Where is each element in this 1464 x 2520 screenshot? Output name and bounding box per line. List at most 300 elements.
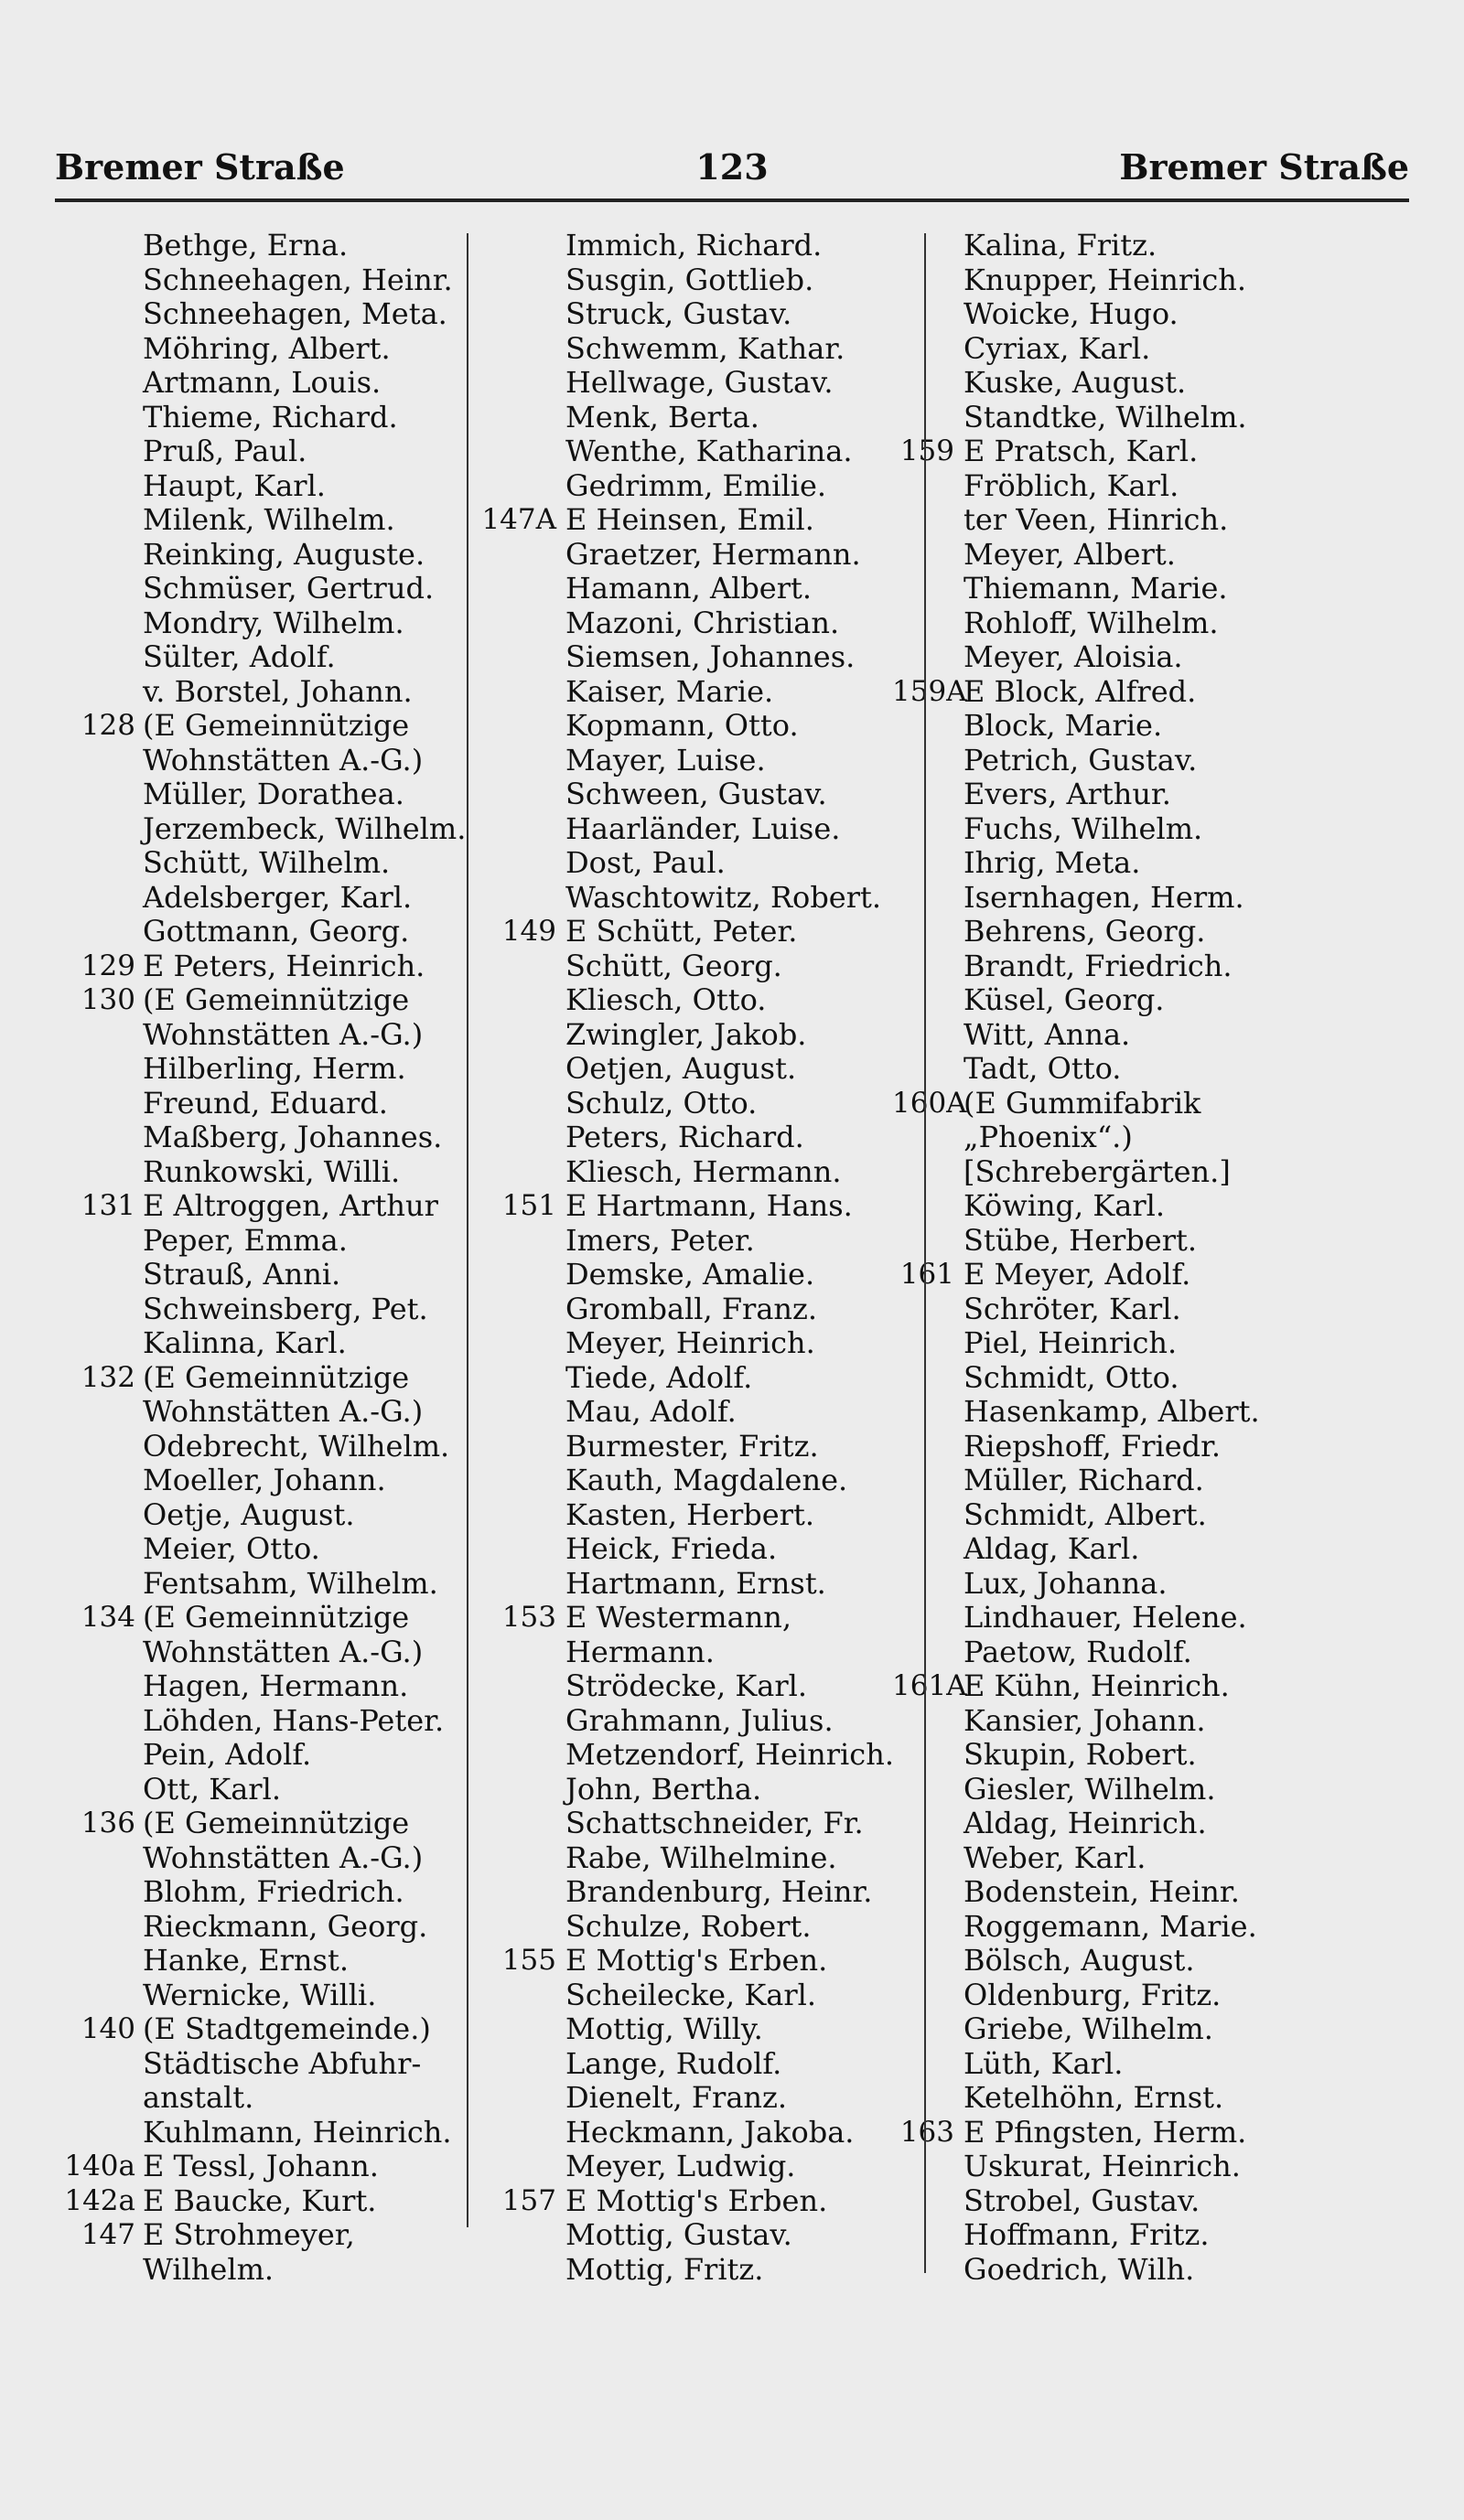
resident-name: Hamann, Albert. bbox=[565, 571, 813, 606]
resident-name: Jerzembeck, Wilhelm. bbox=[143, 810, 467, 846]
house-number: 147 bbox=[81, 2218, 135, 2251]
resident-name: Susgin, Gottlieb. bbox=[565, 262, 814, 297]
resident-name: Schulz, Otto. bbox=[565, 1085, 758, 1121]
resident-name: Behrens, Georg. bbox=[963, 914, 1206, 949]
resident-name: Runkowski, Willi. bbox=[143, 1153, 401, 1189]
directory-entry bbox=[474, 1807, 913, 1841]
directory-entry bbox=[474, 297, 913, 332]
resident-name: anstalt. bbox=[143, 2080, 254, 2115]
directory-entry bbox=[474, 1669, 913, 1704]
resident-name: Schulze, Robert. bbox=[565, 1908, 812, 1944]
directory-entry bbox=[474, 2081, 913, 2116]
resident-name: Ketelhöhn, Ernst. bbox=[963, 2080, 1224, 2115]
directory-entry bbox=[892, 1875, 1331, 1910]
resident-name: Kauth, Magdalene. bbox=[565, 1463, 848, 1497]
house-number: 159A bbox=[892, 674, 967, 708]
resident-name: Skupin, Robert. bbox=[963, 1737, 1197, 1772]
directory-entry bbox=[55, 1121, 485, 1155]
resident-name: Kuhlmann, Heinrich. bbox=[143, 2114, 452, 2150]
directory-entry bbox=[892, 949, 1331, 984]
directory-entry bbox=[55, 1738, 485, 1773]
resident-name: E Tessl, Johann. bbox=[143, 2149, 379, 2183]
directory-entry bbox=[892, 263, 1331, 298]
directory-entry bbox=[474, 2253, 913, 2288]
directory-entry bbox=[474, 263, 913, 298]
directory-entry bbox=[892, 1189, 1331, 1224]
resident-name: Strödecke, Karl. bbox=[565, 1668, 808, 1703]
directory-entry bbox=[55, 1189, 485, 1224]
resident-name: Maßberg, Johannes. bbox=[143, 1120, 443, 1154]
resident-name: (E Stadtgemeinde.) bbox=[143, 2011, 431, 2046]
directory-entry bbox=[474, 1773, 913, 1807]
directory-entry bbox=[474, 1841, 913, 1876]
directory-entry bbox=[55, 1669, 485, 1704]
resident-name: Isernhagen, Herm. bbox=[963, 879, 1244, 915]
house-number: 140a bbox=[64, 2150, 135, 2182]
directory-entry bbox=[474, 1326, 913, 1361]
house-number: 140 bbox=[81, 2012, 135, 2045]
header-rule bbox=[55, 198, 1409, 202]
resident-name: Kalinna, Karl. bbox=[143, 1325, 347, 1360]
resident-name: E Baucke, Kurt. bbox=[143, 2182, 377, 2218]
directory-entry bbox=[892, 1773, 1331, 1807]
directory-entry bbox=[892, 1258, 1331, 1292]
resident-name: Thiemann, Marie. bbox=[963, 571, 1228, 606]
directory-entry bbox=[55, 1704, 485, 1739]
resident-name: Adelsberger, Karl. bbox=[143, 879, 413, 915]
house-number: 151 bbox=[501, 1189, 556, 1222]
directory-entry bbox=[55, 1430, 485, 1464]
resident-name: Fentsahm, Wilhelm. bbox=[143, 1565, 438, 1601]
directory-entry bbox=[55, 2150, 485, 2184]
house-number: 153 bbox=[501, 1601, 556, 1634]
directory-entry bbox=[892, 1292, 1331, 1327]
directory-entry bbox=[55, 1155, 485, 1190]
directory-entry bbox=[55, 949, 485, 984]
resident-name: Tiede, Adolf. bbox=[565, 1359, 753, 1395]
directory-entry bbox=[55, 469, 485, 504]
resident-name: Gottmann, Georg. bbox=[143, 914, 410, 949]
directory-entry bbox=[55, 846, 485, 881]
directory-entry bbox=[55, 1875, 485, 1910]
resident-name: E Mottig's Erben. bbox=[565, 2182, 828, 2218]
resident-name: v. Borstel, Johann. bbox=[143, 673, 413, 709]
directory-entry bbox=[474, 606, 913, 641]
resident-name: Wernicke, Willi. bbox=[143, 1977, 377, 2012]
directory-entry bbox=[474, 983, 913, 1018]
resident-name: Schween, Gustav. bbox=[565, 777, 827, 811]
directory-entry bbox=[892, 2047, 1331, 2082]
resident-name: Struck, Gustav. bbox=[565, 296, 792, 331]
column-1 bbox=[55, 229, 485, 2287]
directory-entry bbox=[892, 846, 1331, 881]
resident-name: Wohnstätten A.-G.) bbox=[143, 1839, 424, 1875]
resident-name: Evers, Arthur. bbox=[963, 777, 1171, 811]
house-number: 136 bbox=[81, 1807, 135, 1839]
resident-name: E Westermann, bbox=[565, 1600, 792, 1635]
directory-entry bbox=[474, 538, 913, 573]
resident-name: Weber, Karl. bbox=[963, 1839, 1146, 1875]
resident-name: Scheilecke, Karl. bbox=[565, 1977, 817, 2012]
directory-entry bbox=[892, 812, 1331, 847]
directory-entry bbox=[474, 2218, 913, 2253]
directory-entry bbox=[55, 2116, 485, 2150]
resident-name: Dienelt, Franz. bbox=[565, 2080, 788, 2115]
resident-name: E Strohmeyer, bbox=[143, 2217, 355, 2252]
resident-name: Hermann. bbox=[565, 1634, 715, 1669]
resident-name: Oetjen, August. bbox=[565, 1051, 797, 1086]
resident-name: [Schrebergärten.] bbox=[963, 1153, 1231, 1189]
house-number: 147A bbox=[481, 503, 556, 536]
directory-entry bbox=[892, 401, 1331, 435]
resident-name: Burmester, Fritz. bbox=[565, 1428, 819, 1464]
directory-entry bbox=[55, 366, 485, 401]
directory-entry bbox=[474, 949, 913, 984]
directory-entry bbox=[55, 263, 485, 298]
directory-entry bbox=[474, 777, 913, 812]
directory-entry bbox=[892, 538, 1331, 573]
directory-entry bbox=[892, 1395, 1331, 1430]
directory-entry bbox=[55, 744, 485, 778]
directory-entry bbox=[474, 366, 913, 401]
house-number: 155 bbox=[501, 1944, 556, 1977]
directory-entry bbox=[474, 1258, 913, 1292]
directory-entry bbox=[55, 1978, 485, 2013]
resident-name: Mau, Adolf. bbox=[565, 1394, 737, 1429]
resident-name: E Altroggen, Arthur bbox=[143, 1188, 438, 1223]
resident-name: Köwing, Karl. bbox=[963, 1188, 1166, 1223]
column-divider-2 bbox=[924, 233, 926, 2273]
directory-entry bbox=[55, 1361, 485, 1396]
directory-entry bbox=[55, 1224, 485, 1259]
resident-name: Mottig, Fritz. bbox=[565, 2251, 764, 2287]
resident-name: Wohnstätten A.-G.) bbox=[143, 742, 424, 777]
directory-entry bbox=[474, 1738, 913, 1773]
resident-name: Wenthe, Katharina. bbox=[565, 434, 853, 468]
resident-name: Siemsen, Johannes. bbox=[565, 639, 856, 674]
directory-entry bbox=[55, 1498, 485, 1533]
directory-entry bbox=[474, 2116, 913, 2150]
directory-entry bbox=[55, 332, 485, 367]
house-number: 149 bbox=[501, 915, 556, 948]
directory-entry bbox=[474, 2047, 913, 2082]
directory-entry bbox=[474, 1292, 913, 1327]
resident-name: (E Gemeinnützige bbox=[143, 1359, 410, 1395]
resident-name: E Meyer, Adolf. bbox=[963, 1257, 1191, 1292]
resident-name: Cyriax, Karl. bbox=[963, 330, 1151, 366]
resident-name: E Mottig's Erben. bbox=[565, 1943, 828, 1978]
resident-name: Hellwage, Gustav. bbox=[565, 365, 834, 400]
directory-entry bbox=[474, 1910, 913, 1945]
resident-name: (E Gemeinnützige bbox=[143, 1806, 410, 1840]
directory-entry bbox=[55, 1395, 485, 1430]
directory-entry bbox=[55, 1601, 485, 1635]
directory-entry bbox=[474, 675, 913, 710]
directory-entry bbox=[892, 675, 1331, 710]
directory-entry bbox=[892, 1841, 1331, 1876]
header-street-left: Bremer Straße bbox=[55, 146, 345, 188]
resident-name: Aldag, Karl. bbox=[963, 1531, 1140, 1566]
house-number: 159 bbox=[899, 434, 954, 467]
house-number: 128 bbox=[81, 709, 135, 742]
header-street-right: Bremer Straße bbox=[1119, 146, 1409, 188]
page-number: 123 bbox=[695, 146, 769, 188]
directory-entry bbox=[474, 2150, 913, 2184]
directory-entry bbox=[55, 1258, 485, 1292]
resident-name: Kliesch, Otto. bbox=[565, 982, 767, 1017]
house-number: 157 bbox=[501, 2183, 556, 2217]
directory-entry bbox=[474, 332, 913, 367]
directory-entry bbox=[474, 2012, 913, 2047]
house-number: 134 bbox=[81, 1601, 135, 1634]
resident-name: Bodenstein, Heinr. bbox=[963, 1874, 1240, 1909]
resident-name: Graetzer, Hermann. bbox=[565, 536, 861, 572]
directory-entry bbox=[474, 1704, 913, 1739]
resident-name: Kasten, Herbert. bbox=[565, 1496, 815, 1532]
directory-entry bbox=[55, 812, 485, 847]
directory-entry bbox=[474, 1121, 913, 1155]
directory-entry bbox=[474, 2184, 913, 2219]
resident-name: Waschtowitz, Robert. bbox=[565, 879, 882, 915]
directory-entry bbox=[474, 1601, 913, 1635]
directory-entry bbox=[474, 1087, 913, 1121]
directory-entry bbox=[892, 1978, 1331, 2013]
resident-name: Kansier, Johann. bbox=[963, 1702, 1206, 1738]
directory-entry bbox=[474, 1155, 913, 1190]
resident-name: Block, Marie. bbox=[963, 708, 1163, 743]
resident-name: Schütt, Wilhelm. bbox=[143, 845, 391, 880]
resident-name: Schneehagen, Meta. bbox=[143, 296, 447, 331]
resident-name: Metzendorf, Heinrich. bbox=[565, 1737, 894, 1772]
resident-name: Hartmann, Ernst. bbox=[565, 1565, 826, 1601]
resident-name: Möhring, Albert. bbox=[143, 330, 391, 366]
directory-entry bbox=[892, 2150, 1331, 2184]
resident-name: Kaiser, Marie. bbox=[565, 673, 774, 709]
resident-name: Hoffmann, Fritz. bbox=[963, 2217, 1210, 2252]
directory-entry bbox=[474, 744, 913, 778]
directory-entry bbox=[892, 1224, 1331, 1259]
resident-name: Strobel, Gustav. bbox=[963, 2182, 1200, 2218]
resident-name: Mazoni, Christian. bbox=[565, 605, 840, 640]
directory-entry bbox=[892, 2184, 1331, 2219]
directory-entry bbox=[474, 709, 913, 744]
directory-entry bbox=[892, 1121, 1331, 1155]
resident-name: Hagen, Hermann. bbox=[143, 1668, 409, 1703]
directory-entry bbox=[892, 503, 1331, 538]
resident-name: Grahmann, Julius. bbox=[565, 1702, 834, 1738]
directory-entry bbox=[474, 1361, 913, 1396]
directory-entry bbox=[892, 983, 1331, 1018]
directory-entry bbox=[474, 1635, 913, 1670]
directory-entry bbox=[474, 640, 913, 675]
house-number: 160A bbox=[892, 1086, 967, 1120]
directory-entry bbox=[892, 777, 1331, 812]
resident-name: Witt, Anna. bbox=[963, 1016, 1131, 1052]
directory-entry bbox=[474, 1532, 913, 1567]
directory-entry bbox=[474, 1018, 913, 1053]
resident-name: Mottig, Willy. bbox=[565, 2011, 763, 2046]
resident-name: Küsel, Georg. bbox=[963, 982, 1165, 1017]
resident-name: Wohnstätten A.-G.) bbox=[143, 1016, 424, 1052]
resident-name: Roggemann, Marie. bbox=[963, 1908, 1257, 1944]
resident-name: E Heinsen, Emil. bbox=[565, 502, 814, 537]
house-number: 129 bbox=[81, 949, 135, 982]
resident-name: Oetje, August. bbox=[143, 1496, 355, 1532]
resident-name: E Hartmann, Hans. bbox=[565, 1188, 853, 1223]
resident-name: Thieme, Richard. bbox=[143, 399, 398, 434]
resident-name: Standtke, Wilhelm. bbox=[963, 399, 1247, 434]
resident-name: E Block, Alfred. bbox=[963, 673, 1197, 709]
directory-entry bbox=[892, 709, 1331, 744]
directory-entry bbox=[474, 469, 913, 504]
page-header bbox=[55, 146, 1409, 201]
directory-entry bbox=[55, 1910, 485, 1945]
resident-name: E Kühn, Heinrich. bbox=[963, 1668, 1230, 1703]
resident-name: Fuchs, Wilhelm. bbox=[963, 810, 1203, 846]
resident-name: Oldenburg, Fritz. bbox=[963, 1977, 1222, 2012]
resident-name: Schwemm, Kathar. bbox=[565, 330, 845, 366]
resident-name: Rieckmann, Georg. bbox=[143, 1908, 428, 1944]
directory-entry bbox=[892, 1669, 1331, 1704]
resident-name: Petrich, Gustav. bbox=[963, 742, 1198, 777]
resident-name: Brandenburg, Heinr. bbox=[565, 1874, 873, 1909]
directory-entry bbox=[892, 1052, 1331, 1087]
resident-name: Meyer, Heinrich. bbox=[565, 1325, 815, 1360]
resident-name: Mondry, Wilhelm. bbox=[143, 605, 404, 640]
directory-entry bbox=[892, 606, 1331, 641]
directory-entry bbox=[55, 1464, 485, 1498]
directory-entry bbox=[55, 881, 485, 916]
resident-name: Kliesch, Hermann. bbox=[565, 1153, 842, 1189]
directory-entry bbox=[55, 229, 485, 263]
directory-entry bbox=[892, 1567, 1331, 1602]
directory-entry bbox=[55, 709, 485, 744]
directory-entry bbox=[474, 572, 913, 606]
resident-name: Kopmann, Otto. bbox=[565, 708, 799, 743]
directory-entry bbox=[892, 915, 1331, 949]
resident-name: Lange, Rudolf. bbox=[565, 2045, 782, 2081]
resident-name: Goedrich, Wilh. bbox=[963, 2251, 1195, 2287]
resident-name: Pein, Adolf. bbox=[143, 1737, 312, 1772]
resident-name: Pruß, Paul. bbox=[143, 434, 307, 468]
directory-entry bbox=[55, 401, 485, 435]
directory-entry bbox=[474, 503, 913, 538]
resident-name: ter Veen, Hinrich. bbox=[963, 502, 1229, 537]
directory-entry bbox=[892, 1532, 1331, 1567]
directory-entry bbox=[55, 2047, 485, 2082]
resident-name: Fröblich, Karl. bbox=[963, 467, 1179, 503]
resident-name: (E Gemeinnützige bbox=[143, 1600, 410, 1635]
directory-entry bbox=[474, 1978, 913, 2013]
resident-name: Schütt, Georg. bbox=[565, 948, 782, 983]
house-number: 161 bbox=[899, 1258, 954, 1291]
directory-entry bbox=[55, 2012, 485, 2047]
directory-entry bbox=[892, 1464, 1331, 1498]
directory-entry bbox=[892, 1326, 1331, 1361]
directory-entry bbox=[55, 297, 485, 332]
resident-name: E Peters, Heinrich. bbox=[143, 948, 425, 983]
resident-name: Haarländer, Luise. bbox=[565, 810, 841, 846]
directory-entry bbox=[892, 1807, 1331, 1841]
resident-name: Meyer, Ludwig. bbox=[565, 2149, 796, 2183]
resident-name: Imers, Peter. bbox=[565, 1222, 755, 1258]
resident-name: Tadt, Otto. bbox=[963, 1051, 1122, 1086]
directory-entry bbox=[55, 538, 485, 573]
resident-name: Schneehagen, Heinr. bbox=[143, 262, 453, 297]
resident-name: Milenk, Wilhelm. bbox=[143, 502, 395, 537]
resident-name: Wilhelm. bbox=[143, 2251, 274, 2287]
resident-name: Kuske, August. bbox=[963, 365, 1187, 400]
directory-entry bbox=[55, 1326, 485, 1361]
directory-entry bbox=[55, 2184, 485, 2219]
resident-name: Schweinsberg, Pet. bbox=[143, 1291, 428, 1326]
directory-entry bbox=[55, 1052, 485, 1087]
house-number: 130 bbox=[81, 983, 135, 1016]
resident-name: Wohnstätten A.-G.) bbox=[143, 1394, 424, 1429]
house-number: 132 bbox=[81, 1360, 135, 1394]
resident-name: Heick, Frieda. bbox=[565, 1531, 778, 1566]
directory-entry bbox=[474, 434, 913, 469]
directory-entry bbox=[892, 1361, 1331, 1396]
resident-name: Brandt, Friedrich. bbox=[963, 948, 1233, 983]
resident-name: Städtische Abfuhr- bbox=[143, 2045, 422, 2081]
resident-name: Woicke, Hugo. bbox=[963, 296, 1179, 331]
directory-entry bbox=[892, 2218, 1331, 2253]
directory-entry bbox=[474, 1189, 913, 1224]
directory-entry bbox=[892, 744, 1331, 778]
resident-name: Hanke, Ernst. bbox=[143, 1943, 349, 1978]
directory-entry bbox=[474, 1430, 913, 1464]
resident-name: Knupper, Heinrich. bbox=[963, 262, 1247, 297]
directory-entry bbox=[474, 915, 913, 949]
directory-entry bbox=[892, 469, 1331, 504]
resident-name: Schmüser, Gertrud. bbox=[143, 571, 435, 606]
directory-entry bbox=[892, 229, 1331, 263]
directory-entry bbox=[55, 675, 485, 710]
directory-entry bbox=[474, 1875, 913, 1910]
directory-entry bbox=[55, 1532, 485, 1567]
house-number: 163 bbox=[899, 2115, 954, 2149]
directory-entry bbox=[474, 1498, 913, 1533]
directory-entry bbox=[55, 2253, 485, 2288]
directory-entry bbox=[55, 1841, 485, 1876]
resident-name: Giesler, Wilhelm. bbox=[963, 1771, 1216, 1807]
resident-name: Gedrimm, Emilie. bbox=[565, 467, 827, 503]
directory-entry bbox=[55, 1018, 485, 1053]
resident-name: Blohm, Friedrich. bbox=[143, 1874, 404, 1909]
directory-entry bbox=[474, 1224, 913, 1259]
resident-name: Peper, Emma. bbox=[143, 1222, 348, 1258]
resident-name: Ott, Karl. bbox=[143, 1771, 281, 1807]
resident-name: John, Bertha. bbox=[565, 1771, 762, 1807]
directory-entry bbox=[892, 572, 1331, 606]
directory-entry bbox=[892, 1018, 1331, 1053]
resident-name: Löhden, Hans-Peter. bbox=[143, 1702, 445, 1738]
directory-entry bbox=[55, 1292, 485, 1327]
resident-name: Schmidt, Otto. bbox=[963, 1359, 1179, 1395]
directory-entry bbox=[55, 2218, 485, 2253]
column-3 bbox=[892, 229, 1331, 2287]
directory-entry bbox=[892, 434, 1331, 469]
directory-entry bbox=[474, 1395, 913, 1430]
directory-entry bbox=[892, 332, 1331, 367]
column-divider-1 bbox=[467, 233, 468, 2227]
directory-entry bbox=[55, 2081, 485, 2116]
directory-entry bbox=[892, 640, 1331, 675]
resident-name: Peters, Richard. bbox=[565, 1120, 804, 1154]
resident-name: Moeller, Johann. bbox=[143, 1463, 386, 1497]
directory-entry bbox=[892, 1704, 1331, 1739]
